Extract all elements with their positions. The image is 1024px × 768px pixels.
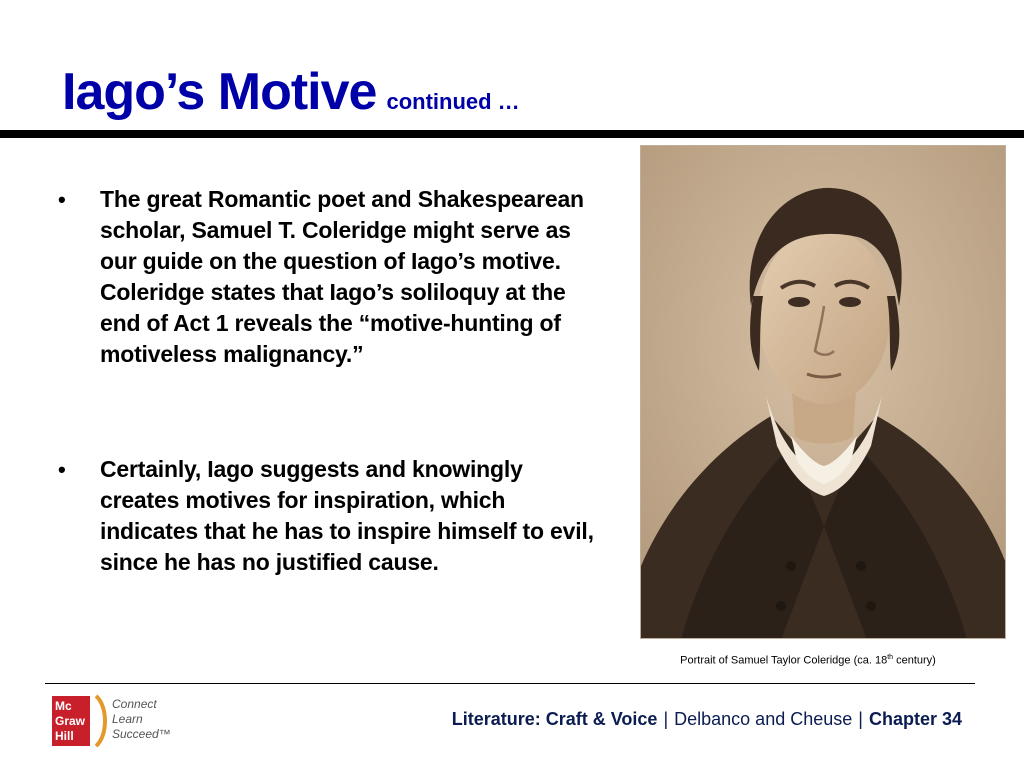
title-divider: [0, 130, 1024, 138]
logo-tagline-connect: Connect: [112, 697, 157, 711]
coleridge-portrait-image: [640, 145, 1006, 639]
footer-separator: |: [858, 709, 863, 729]
logo-text-mc: Mc: [55, 699, 72, 713]
bullet-item: [58, 454, 598, 578]
bullet-text: The great Romantic poet and Shakespearean scholar, Samuel T. Coleridge might serve as our guide on the question of Iago’s motive. Coleridge states that Iago’s soliloquy at the end of Act 1 reveals the “motive-hunting of motiveless malignancy.”: [100, 186, 584, 367]
logo-tagline-learn: Learn: [112, 712, 143, 726]
portrait-illustration: [641, 146, 1006, 639]
footer-divider: [45, 683, 975, 684]
slide-title-main: Iago’s Motive: [62, 63, 377, 121]
slide-title: [62, 63, 520, 121]
bullet-dot-icon: •: [58, 187, 66, 212]
bullet-text: Certainly, Iago suggests and knowingly creates motives for inspiration, which indicates that he has to inspire himself to evil, since he has no justified cause.: [100, 456, 594, 575]
footer-book-title: Literature: Craft & Voice: [451, 709, 658, 729]
caption-text-end: century): [893, 654, 936, 667]
caption-superscript: th: [887, 654, 894, 661]
footer-authors: Delbanco and Cheuse: [674, 709, 853, 729]
bullet-list: [58, 184, 598, 578]
mcgraw-hill-logo: [50, 692, 190, 748]
logo-text-hill: Hill: [55, 729, 74, 743]
logo-arc-icon: [96, 696, 105, 746]
footer-credits: [452, 709, 962, 730]
slide-title-suffix: continued …: [386, 89, 520, 114]
caption-text-start: Portrait of Samuel Taylor Coleridge (ca. 18: [680, 654, 888, 667]
logo-tagline-succeed: Succeed™: [112, 727, 171, 741]
footer-chapter: Chapter 34: [868, 709, 962, 729]
footer-separator: |: [663, 709, 669, 729]
bullet-item: [58, 184, 598, 370]
bullet-dot-icon: •: [58, 457, 66, 482]
logo-text-graw: Graw: [55, 714, 86, 728]
portrait-caption: [640, 654, 976, 667]
